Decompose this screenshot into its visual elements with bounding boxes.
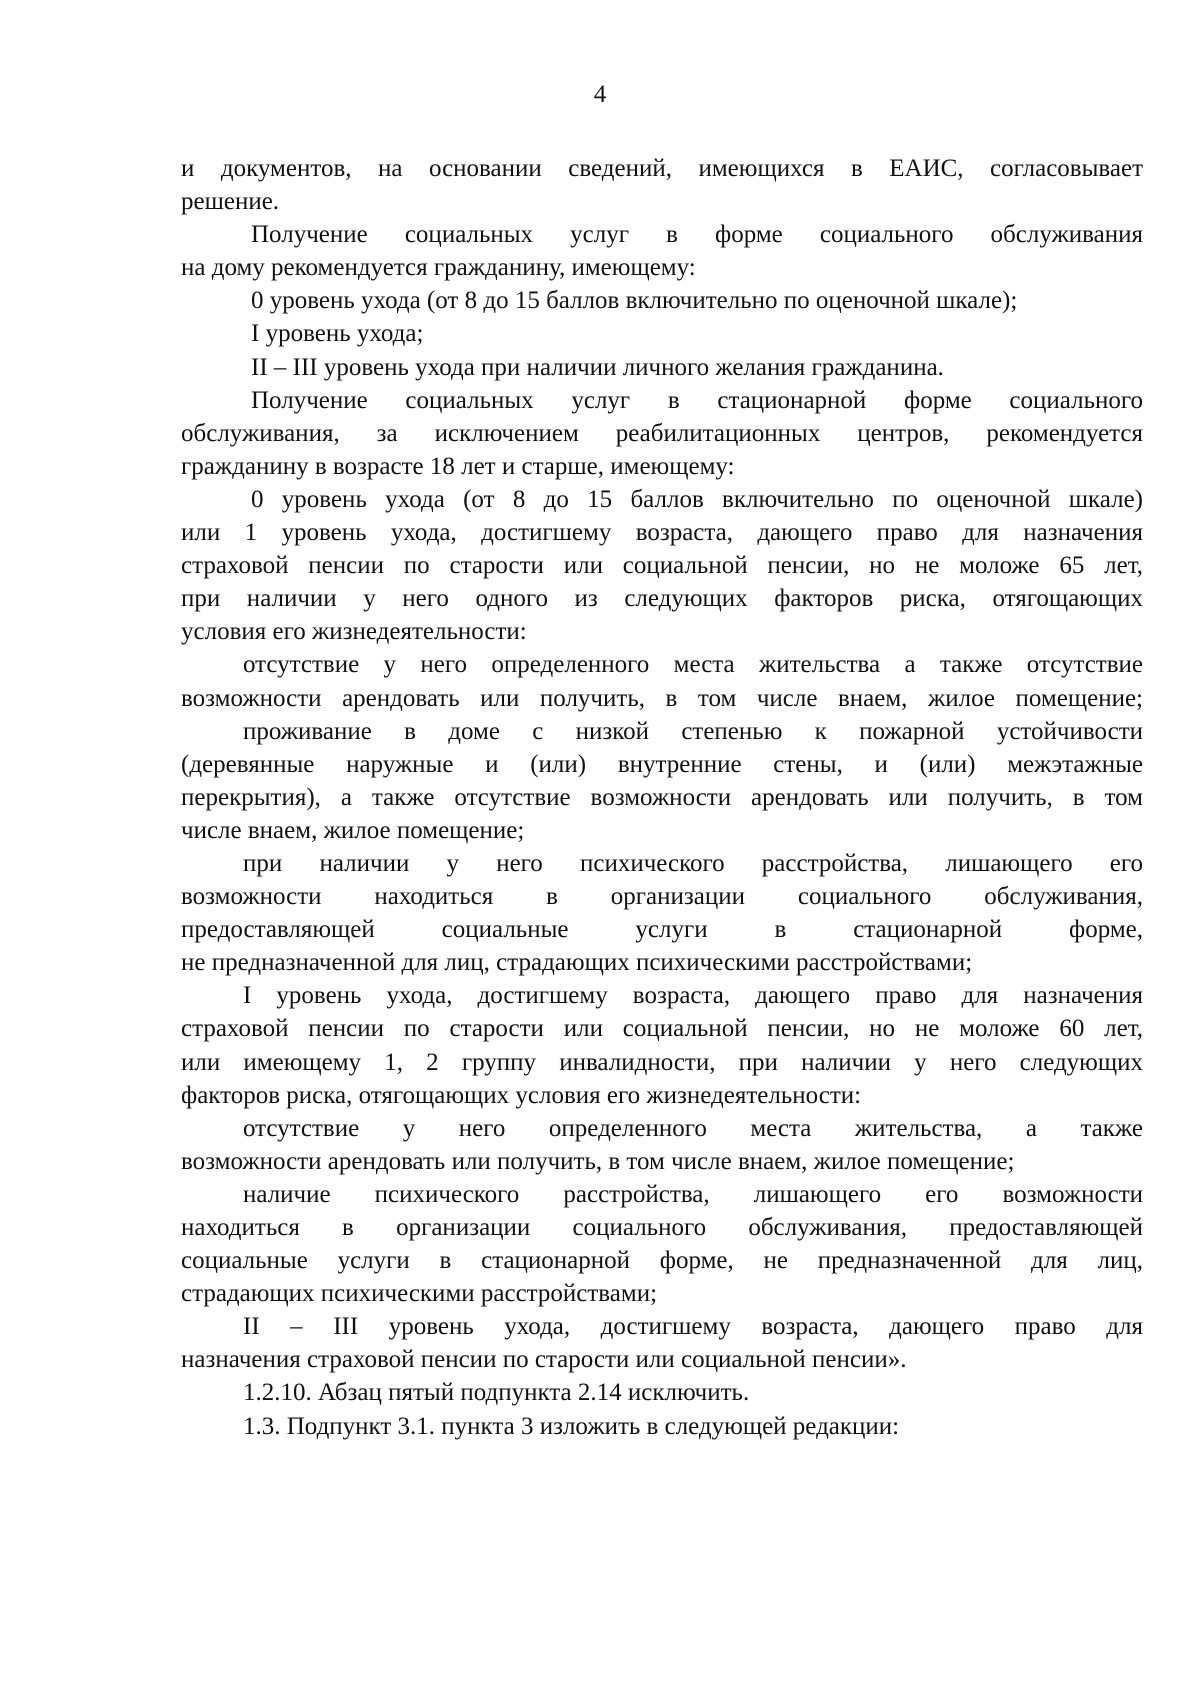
text-line: возможности арендовать или получить, в том числе внаем, жилое помещение; [181, 684, 1143, 712]
text-line: 0 уровень ухода (от 8 до 15 баллов включительно по оценочной шкале) [251, 485, 1143, 513]
text-line: решение. [181, 188, 280, 216]
text-line: факторов риска, отягощающих условия его жизнедеятельности: [181, 1081, 862, 1109]
text-line: страдающих психическими расстройствами; [181, 1280, 658, 1308]
text-line: Получение социальных услуг в форме социального обслуживания [251, 221, 1143, 249]
text-line: числе внаем, жилое помещение; [181, 816, 525, 844]
text-line: отсутствие у него определенного места жительства а также отсутствие [243, 651, 1143, 679]
text-line: не предназначенной для лиц, страдающих психическими расстройствами; [181, 949, 973, 977]
text-line: при наличии у него психического расстройства, лишающего его [243, 849, 1143, 877]
text-line: I уровень ухода; [251, 320, 424, 348]
text-line: на дому рекомендуется гражданину, имеющему: [181, 254, 696, 282]
text-line: 0 уровень ухода (от 8 до 15 баллов включительно по оценочной шкале); [251, 287, 1018, 315]
text-line: обслуживания, за исключением реабилитационных центров, рекомендуется [181, 419, 1143, 447]
page-number: 4 [593, 81, 607, 108]
text-line: находиться в организации социального обслуживания, предоставляющей [181, 1214, 1143, 1241]
text-line: социальные услуги в стационарной форме, не предназначенной для лиц, [181, 1247, 1143, 1275]
text-line: 1.2.10. Абзац пятый подпункта 2.14 исключить. [243, 1379, 750, 1407]
text-line: или 1 уровень ухода, достигшему возраста, дающего право для назначения [181, 519, 1143, 547]
text-line: страховой пенсии по старости или социальной пенсии, но не моложе 60 лет, [181, 1015, 1143, 1043]
text-line: перекрытия), а также отсутствие возможности арендовать или получить, в том [181, 783, 1143, 811]
text-line: назначения страховой пенсии по старости или социальной пенсии». [181, 1346, 907, 1374]
text-line: при наличии у него одного из следующих факторов риска, отягощающих [181, 585, 1143, 613]
text-line: II – III уровень ухода при наличии личного желания гражданина. [251, 353, 944, 381]
text-line: Получение социальных услуг в стационарной форме социального [251, 386, 1143, 414]
text-line: I уровень ухода, достигшему возраста, дающего право для назначения [243, 982, 1143, 1010]
text-line: (деревянные наружные и (или) внутренние стены, и (или) межэтажные [181, 750, 1143, 778]
text-line: возможности арендовать или получить, в том числе внаем, жилое помещение; [181, 1147, 1015, 1175]
text-line: II – III уровень ухода, достигшему возраста, дающего право для [243, 1313, 1143, 1341]
text-line: отсутствие у него определенного места жительства, а также [243, 1114, 1143, 1142]
text-line: проживание в доме с низкой степенью к пожарной устойчивости [243, 717, 1143, 745]
text-line: и документов, на основании сведений, имеющихся в ЕАИС, согласовывает [181, 155, 1143, 182]
text-line: наличие психического расстройства, лишающего его возможности [243, 1180, 1143, 1208]
text-line: гражданину в возрасте 18 лет и старше, имеющему: [181, 452, 735, 480]
text-line: страховой пенсии по старости или социальной пенсии, но не моложе 65 лет, [181, 552, 1143, 580]
text-line: возможности находиться в организации социального обслуживания, [181, 883, 1143, 911]
text-line: предоставляющей социальные услуги в стационарной форме, [181, 916, 1143, 944]
text-line: условия его жизнедеятельности: [181, 618, 527, 646]
text-line: 1.3. Подпункт 3.1. пункта 3 изложить в следующей редакции: [243, 1412, 900, 1440]
document-body [181, 152, 1143, 1443]
text-line: или имеющему 1, 2 группу инвалидности, при наличии у него следующих [181, 1048, 1143, 1076]
